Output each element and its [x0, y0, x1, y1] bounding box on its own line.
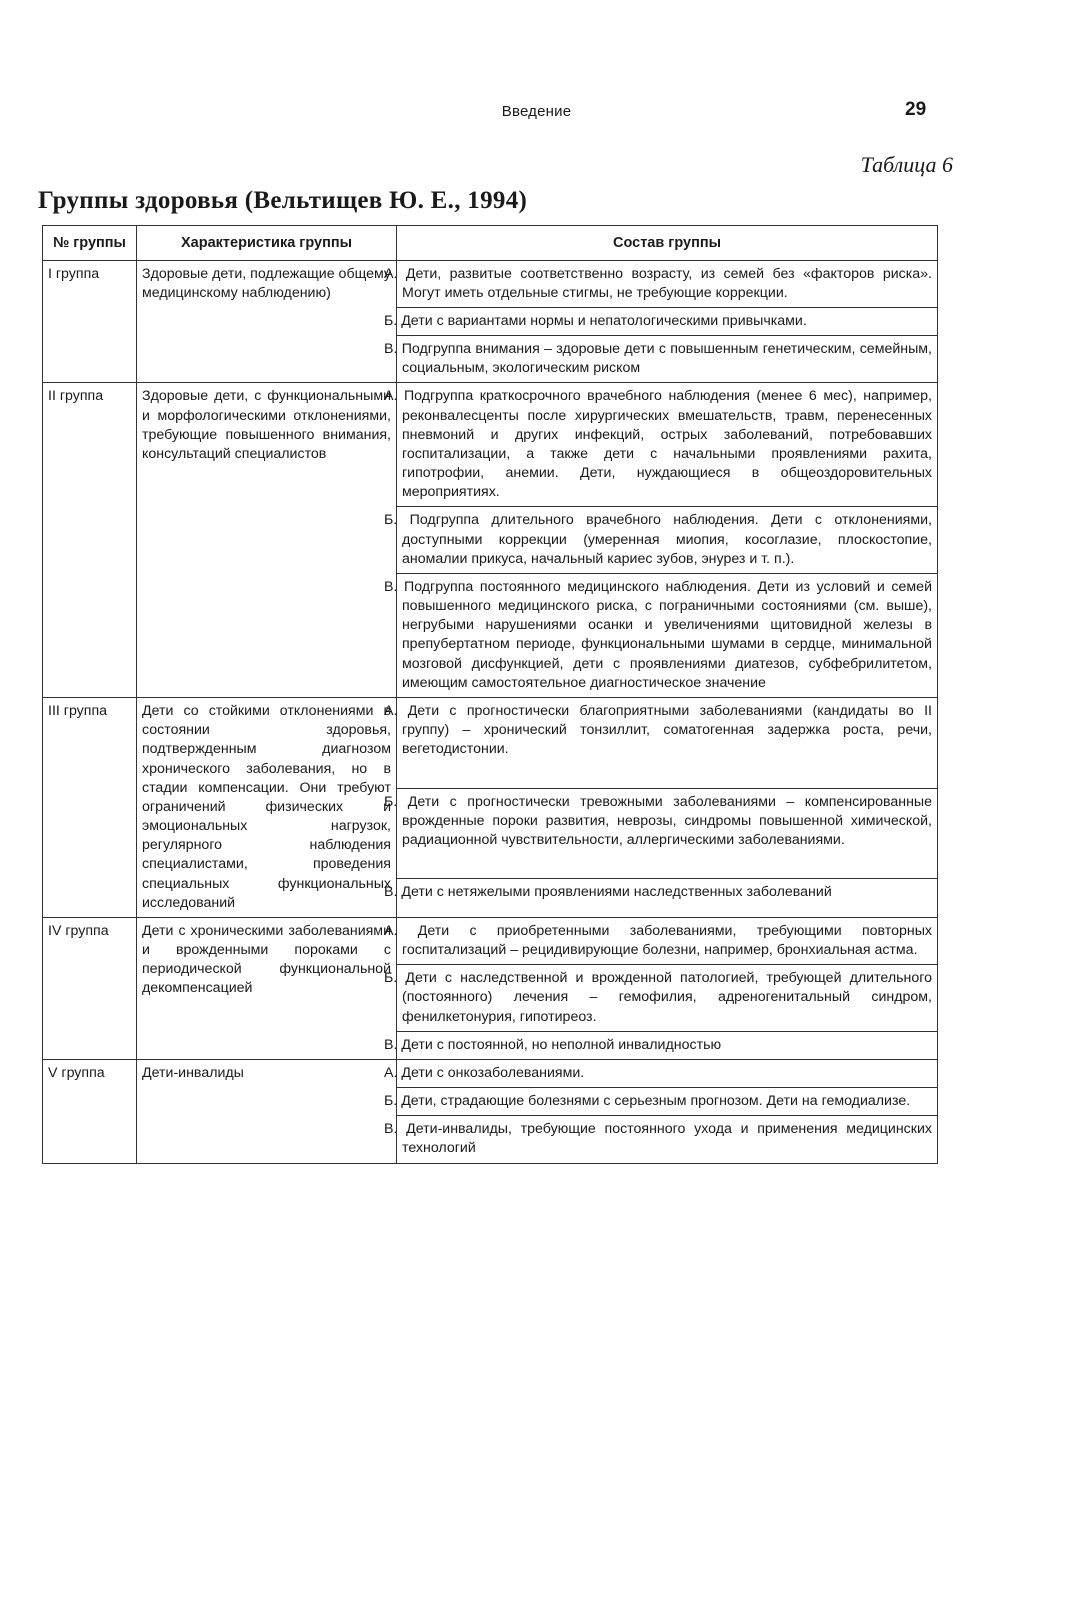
group-item: А. Дети с приобретенными заболеваниями, требующими повторных госпитализаций – рецидивирующие болезни, например, бронхиальная астма.: [397, 917, 938, 964]
group-item: В. Дети-инвалиды, требующие постоянного ухода и применения медицинских технологий: [397, 1116, 938, 1163]
column-header-characteristic: Характеристика группы: [137, 226, 397, 261]
table-header-row: [43, 226, 938, 261]
group-name: V группа: [43, 1059, 137, 1163]
running-head: Введение: [501, 103, 572, 120]
table-row: [43, 260, 938, 307]
table-row: [43, 917, 938, 964]
group-name: I группа: [43, 260, 137, 383]
table-row: [43, 1059, 938, 1087]
group-name: II группа: [43, 383, 137, 698]
group-characteristic: Дети со стойкими отклонениями в состоянии здоровья, подтвержденным диагнозом хронического заболевания, но в стадии компенсации. Они требуют ограничений физических и эмоциональных нагрузок, регулярного наблюдения специалистами, проведения специальных функциональных исследований: [137, 698, 397, 918]
table-row: [43, 698, 938, 789]
group-item: А. Дети с прогностически благоприятными заболеваниями (кандидаты во II группу) – хронический тонзиллит, соматогенная задержка роста, речи, вегетодистонии.: [397, 698, 938, 789]
group-characteristic: Дети с хроническими заболеваниями и врожденными пороками с периодической функциональной декомпенсацией: [137, 917, 397, 1059]
group-characteristic: Здоровые дети, с функциональными и морфологическими отклонениями, требующие повышенного внимания, консультаций специалистов: [137, 383, 397, 698]
page-number: 29: [905, 99, 927, 120]
column-header-number: № группы: [43, 226, 137, 261]
group-item: Б. Дети с вариантами нормы и непатологическими привычками.: [397, 307, 938, 335]
group-name: IV группа: [43, 917, 137, 1059]
group-characteristic: Здоровые дети, подлежащие общему медицинскому наблюдению): [137, 260, 397, 383]
group-item: В. Дети с нетяжелыми проявлениями наследственных заболеваний: [397, 879, 938, 917]
table-title: Группы здоровья (Вельтищев Ю. Е., 1994): [38, 187, 528, 214]
group-characteristic: Дети-инвалиды: [137, 1059, 397, 1163]
group-item: А. Подгруппа краткосрочного врачебного наблюдения (менее 6 мес), например, реконвалесценты после хирургических вмешательств, травм, перенесенных пневмоний и других инфекций, острых заболеваний, потребовавших госпитализации, а также дети с начальными проявлениями рахита, гипотрофии, анемии. Дети, нуждающиеся в общеоздоровительных мероприятиях.: [397, 383, 938, 507]
group-item: Б. Дети, страдающие болезнями с серьезным прогнозом. Дети на гемодиализе.: [397, 1088, 938, 1116]
table-number-label: Таблица 6: [860, 152, 953, 177]
group-item: В. Подгруппа внимания – здоровые дети с повышенным генетическим, семейным, социальным, экологическим риском: [397, 336, 938, 383]
group-item: В. Подгруппа постоянного медицинского наблюдения. Дети из условий и семей повышенного медицинского риска, с пограничными состояниями (см. выше), негрубыми нарушениями осанки и увеличениями щитовидной железы в препубертатном периоде, функциональными шумами в сердце, минимальной мозговой дисфункцией, дети с проявлениями диатезов, субфебрилитетом, имеющим самостоятельное диагностическое значение: [397, 573, 938, 697]
group-item: Б. Дети с наследственной и врожденной патологией, требующей длительного (постоянного) лечения – гемофилия, адреногенитальный синдром, фенилкетонурия, гипотиреоз.: [397, 965, 938, 1032]
group-name: III группа: [43, 698, 137, 918]
group-item: В. Дети с постоянной, но неполной инвалидностью: [397, 1031, 938, 1059]
health-groups-table: [42, 225, 938, 1164]
group-item: А. Дети с онкозаболеваниями.: [397, 1059, 938, 1087]
column-header-composition: Состав группы: [397, 226, 938, 261]
group-item: А. Дети, развитые соответственно возрасту, из семей без «факторов риска». Могут иметь отдельные стигмы, не требующие коррекции.: [397, 260, 938, 307]
group-item: Б. Подгруппа длительного врачебного наблюдения. Дети с отклонениями, доступными коррекции (умеренная миопия, косоглазие, плоскостопие, аномалии прикуса, начальный кариес зубов, энурез и т. п.).: [397, 507, 938, 574]
table-row: [43, 383, 938, 507]
group-item: Б. Дети с прогностически тревожными заболеваниями – компенсированные врожденные пороки развития, неврозы, синдромы повышенной химической, радиационной чувствительности, аллергическими заболеваниями.: [397, 788, 938, 879]
